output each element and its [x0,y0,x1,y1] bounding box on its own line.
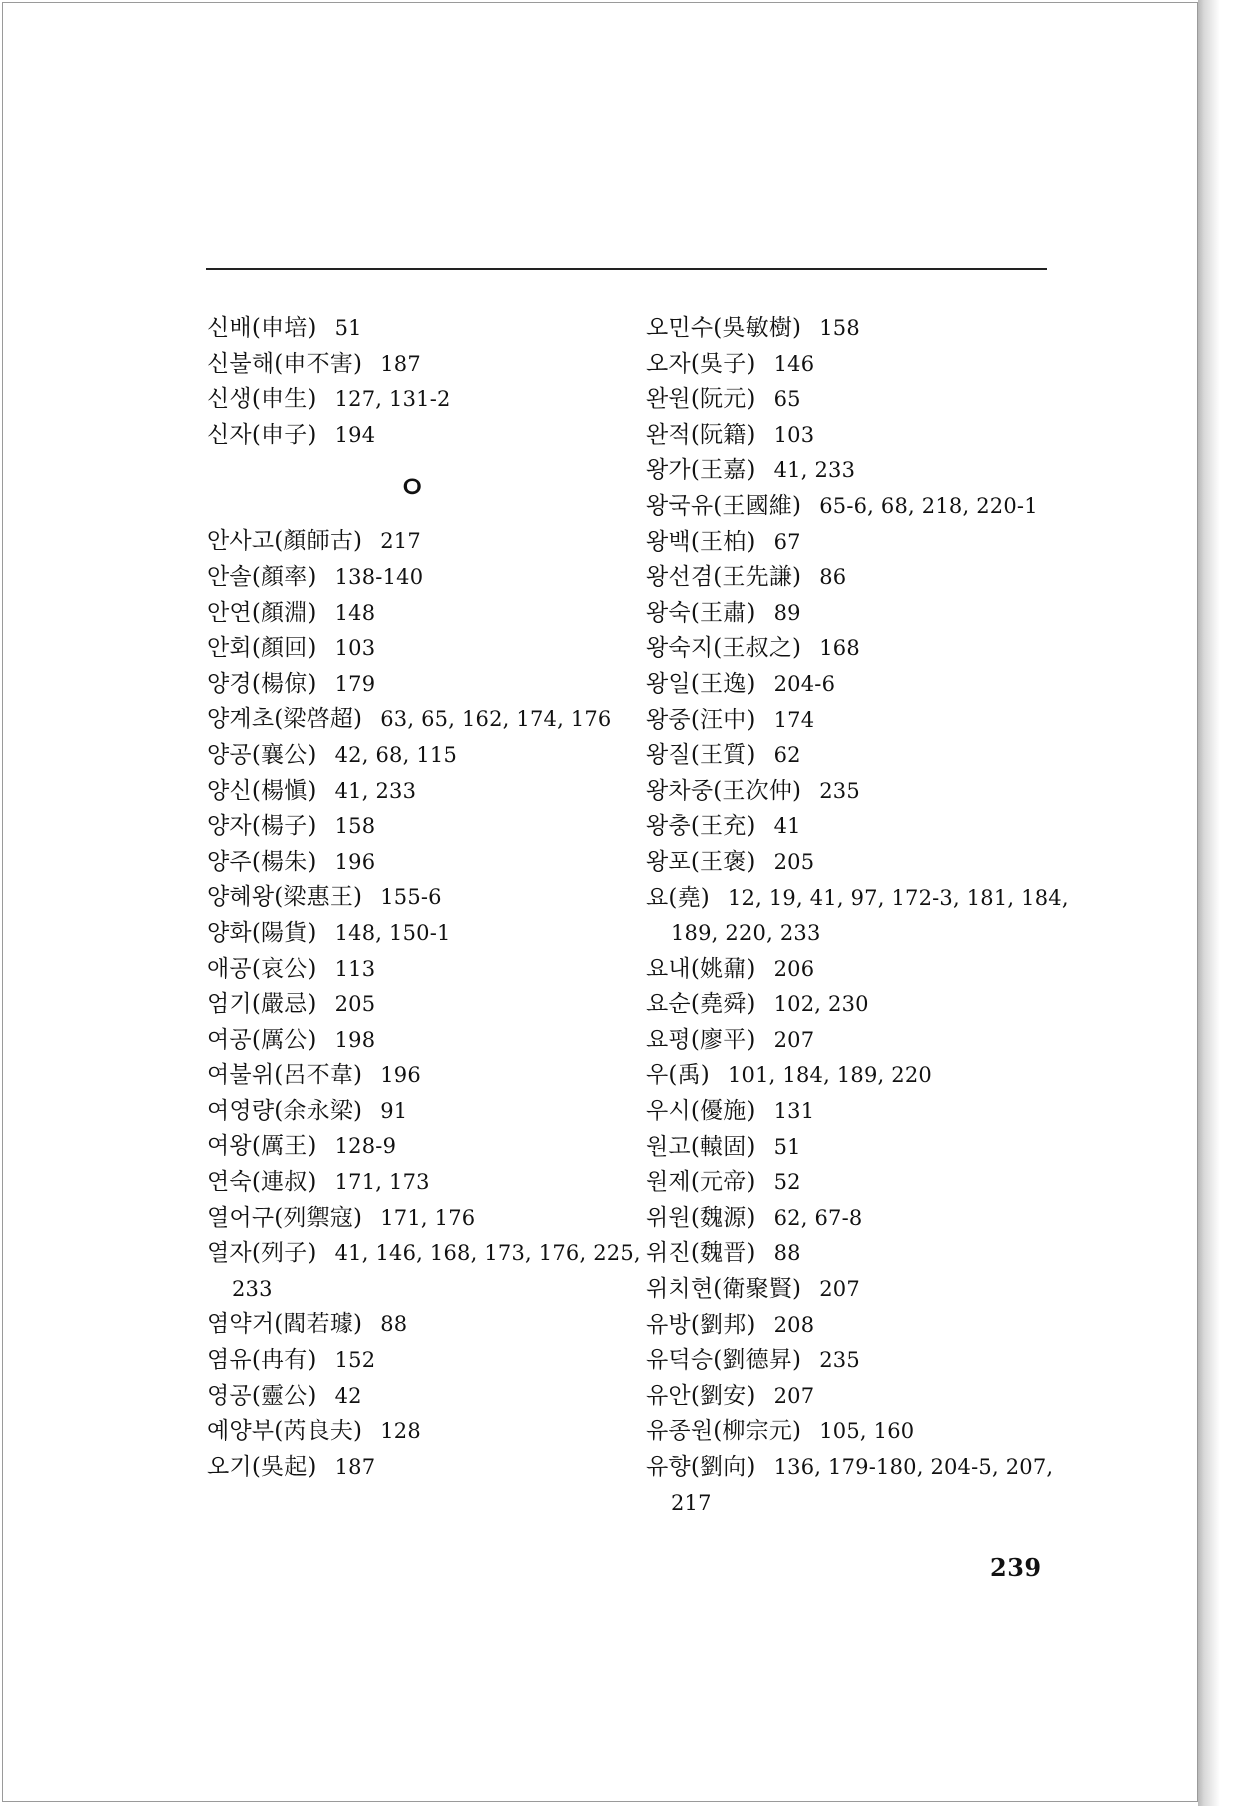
entry-pages: 91 [380,1098,408,1123]
entry-pages: 174 [773,707,815,732]
index-column-left [207,311,647,1485]
entry-pages: 187 [380,351,421,376]
entry-term: 원고(轅固) [646,1133,756,1160]
entry-term: 양공(襄公) [207,741,317,768]
index-entry [646,1272,1086,1308]
entry-pages: 187 [334,1454,376,1479]
entry-pages: 217 [380,529,421,554]
index-entry [646,703,1086,739]
entry-pages: 205 [334,992,376,1017]
entry-term: 왕질(王質) [646,742,756,769]
index-entry [646,1343,1086,1379]
index-entry [646,596,1086,632]
entry-pages: 196 [380,1063,421,1088]
section-letter: ㅇ [397,471,427,507]
index-entry [646,1094,1086,1130]
entry-pages: 148 [334,600,376,625]
entry-term: 왕국유(王國維) [646,492,802,519]
entry-pages: 51 [334,316,362,340]
entry-term: 오민수(吳敏樹) [646,315,802,341]
entry-pages: 86 [819,565,847,590]
index-entry [207,1094,647,1130]
entry-pages: 52 [773,1170,801,1195]
entry-term: 위진(魏晋) [646,1240,756,1267]
entry-list [646,311,1086,1521]
index-entry [646,952,1086,988]
entry-term: 오자(吳子) [646,350,756,377]
index-entry [207,1343,647,1379]
index-entry [207,916,647,952]
entry-term: 안사고(顏師古) [207,528,363,555]
entry-pages: 127, 131-2 [334,387,451,412]
entry-pages: 41, 233 [334,778,417,803]
entry-term: 유안(劉安) [646,1382,756,1409]
entry-pages: 42, 68, 115 [334,742,458,767]
entry-term: 완적(阮籍) [646,421,756,448]
entry-term: 오기(吳起) [207,1453,317,1480]
entry-term: 위치현(衛聚賢) [646,1276,802,1303]
entry-term: 안회(顏回) [207,635,317,662]
entry-pages: 65-6, 68, 218, 220-1 [819,493,1038,518]
index-entry [207,1236,647,1272]
entry-term: 양화(陽貨) [207,919,317,946]
entry-pages: 88 [380,1312,408,1337]
entry-term: 여영량(余永梁) [207,1097,363,1124]
entry-pages: 51 [773,1134,801,1159]
entry-term: 엄기(嚴忌) [207,991,317,1018]
entry-pages: 179 [334,671,376,696]
entry-term: 유향(劉向) [646,1454,756,1480]
entry-pages: 158 [334,814,376,839]
entry-pages: 41 [773,814,801,839]
entry-term: 왕일(王逸) [646,670,756,697]
entry-pages: 235 [819,1348,860,1373]
index-entry [646,418,1086,454]
index-entry [646,845,1086,881]
page-number: 239 [990,1553,1042,1582]
index-entry [646,1201,1086,1237]
index-column-right [646,311,1086,1521]
entry-term: 연숙(連叔) [207,1169,317,1196]
entry-pages: 207 [773,1027,815,1052]
index-entry [646,1130,1086,1166]
entry-pages: 12, 19, 41, 97, 172-3, 181, 184, [727,885,1069,910]
entry-pages: 235 [819,778,860,803]
index-entry [646,453,1086,489]
entry-pages: 204-6 [773,671,836,696]
entry-term: 양계초(梁啓超) [207,706,363,733]
entry-pages: 189, 220, 233 [671,921,821,946]
entry-pages: 208 [773,1312,815,1337]
entry-term: 왕선겸(王先謙) [646,564,802,591]
entry-term: 위원(魏源) [646,1204,756,1231]
index-entry [207,311,647,347]
index-entry [207,1379,647,1415]
index-entry [646,1379,1086,1415]
entry-term: 안연(顏淵) [207,599,317,626]
header-rule [206,268,1047,270]
entry-pages: 113 [334,956,376,981]
entry-term: 양주(楊朱) [207,848,317,875]
index-entry [207,418,647,454]
index-entry [207,702,647,738]
entry-term: 왕백(王柏) [646,528,756,555]
index-entry-continuation [646,916,1086,952]
entry-term: 왕숙지(王叔之) [646,635,802,662]
entry-pages: 89 [773,600,801,625]
entry-term: 열자(列子) [207,1240,317,1267]
entry-term: 영공(靈公) [207,1382,317,1409]
index-entry [646,774,1086,810]
index-entry [646,1058,1086,1094]
entry-pages: 128-9 [334,1134,397,1159]
entry-list-before-section [207,311,647,453]
entry-term: 양자(楊子) [207,813,317,840]
entry-pages: 62 [773,743,801,768]
entry-term: 원제(元帝) [646,1169,756,1196]
index-entry [207,774,647,810]
index-entry [207,1201,647,1237]
entry-term: 예양부(芮良夫) [207,1418,363,1445]
index-entry [646,347,1086,383]
index-entry [646,631,1086,667]
index-entry [646,311,1086,347]
index-entry [646,489,1086,525]
entry-pages: 63, 65, 162, 174, 176 [380,707,612,732]
index-entry [646,987,1086,1023]
entry-term: 신불해(申不害) [207,350,363,377]
entry-term: 왕충(王充) [646,813,756,840]
index-entry [646,1165,1086,1201]
index-entry [207,809,647,845]
entry-pages: 131 [773,1099,815,1124]
entry-term: 여불위(呂不韋) [207,1062,363,1089]
entry-pages: 207 [773,1383,815,1408]
entry-term: 열어구(列禦寇) [207,1204,363,1231]
index-entry [207,382,647,418]
entry-pages: 41, 146, 168, 173, 176, 225, [334,1241,641,1266]
entry-pages: 146 [773,351,815,376]
entry-term: 유종원(柳宗元) [646,1418,802,1445]
page-edge-shadow [1198,0,1260,1806]
entry-term: 염유(冉有) [207,1347,317,1374]
entry-term: 유덕승(劉德昇) [646,1347,802,1374]
entry-pages: 42 [334,1383,362,1408]
index-entry [646,525,1086,561]
entry-term: 신자(申子) [207,421,317,448]
entry-term: 왕차중(王次仲) [646,777,802,804]
entry-pages: 41, 233 [773,458,856,483]
index-entry [207,1307,647,1343]
entry-pages: 105, 160 [819,1419,915,1444]
index-entry [646,1308,1086,1344]
entry-pages: 62, 67-8 [773,1205,863,1230]
index-entry [646,1236,1086,1272]
index-entry [207,987,647,1023]
entry-pages: 198 [334,1027,376,1052]
entry-term: 양혜왕(梁惠王) [207,884,363,911]
entry-term: 요평(廖平) [646,1026,756,1053]
entry-term: 우시(優施) [646,1098,756,1125]
index-entry [646,738,1086,774]
index-entry [207,1129,647,1165]
index-entry [646,1450,1086,1486]
index-entry [646,560,1086,596]
entry-term: 요(堯) [646,884,710,911]
entry-term: 양신(楊愼) [207,777,317,804]
entry-term: 여공(厲公) [207,1026,317,1053]
entry-term: 유방(劉邦) [646,1311,756,1338]
index-entry [207,667,647,703]
entry-pages: 217 [671,1490,712,1515]
entry-pages: 67 [773,529,801,554]
entry-pages: 148, 150-1 [334,920,451,945]
entry-pages: 168 [819,636,860,661]
index-entry [207,1165,647,1201]
entry-list-after-section [207,524,647,1485]
entry-pages: 233 [232,1276,273,1301]
entry-pages: 171, 176 [380,1205,476,1230]
entry-pages: 152 [334,1348,376,1373]
index-entry [207,596,647,632]
entry-term: 신배(申培) [207,315,317,341]
entry-term: 완원(阮元) [646,386,756,413]
entry-term: 우(禹) [646,1062,710,1089]
index-entry [207,347,647,383]
entry-pages: 103 [773,422,815,447]
index-entry [207,560,647,596]
index-entry [646,1414,1086,1450]
entry-pages: 155-6 [380,885,442,910]
index-entry [646,881,1086,917]
entry-term: 애공(哀公) [207,955,317,982]
entry-term: 요내(姚鼐) [646,955,756,982]
entry-pages: 136, 179-180, 204-5, 207, [773,1455,1054,1479]
index-entry [207,738,647,774]
entry-pages: 158 [819,316,860,340]
entry-pages: 65 [773,387,801,412]
index-entry [207,845,647,881]
entry-pages: 128 [380,1419,421,1444]
index-entry [646,382,1086,418]
index-entry [207,1414,647,1450]
index-entry [207,1023,647,1059]
index-entry-continuation [207,1272,647,1308]
index-entry [646,667,1086,703]
entry-pages: 88 [773,1241,801,1266]
entry-pages: 207 [819,1277,860,1302]
index-entry [207,631,647,667]
entry-pages: 138-140 [334,564,424,589]
index-entry [207,880,647,916]
entry-pages: 101, 184, 189, 220 [727,1063,932,1088]
entry-term: 신생(申生) [207,386,317,413]
entry-term: 왕가(王嘉) [646,457,756,484]
entry-pages: 171, 173 [334,1170,430,1195]
entry-term: 왕중(汪中) [646,706,756,733]
entry-term: 요순(堯舜) [646,991,756,1018]
index-entry [207,952,647,988]
index-entry-continuation [646,1486,1086,1522]
entry-term: 왕포(王褒) [646,848,756,875]
index-entry [646,809,1086,845]
entry-term: 염약거(閻若璩) [207,1311,363,1338]
index-entry [207,524,647,560]
index-entry [646,1023,1086,1059]
entry-pages: 196 [334,849,376,874]
entry-pages: 206 [773,956,815,981]
entry-term: 여왕(厲王) [207,1133,317,1160]
index-entry [207,1058,647,1094]
entry-pages: 102, 230 [773,992,869,1017]
index-entry [207,1450,647,1486]
entry-term: 왕숙(王肅) [646,599,756,626]
entry-term: 양경(楊倞) [207,670,317,697]
entry-pages: 194 [334,422,376,447]
entry-pages: 103 [334,636,376,661]
entry-pages: 205 [773,849,815,874]
entry-term: 안솔(顏率) [207,563,317,590]
